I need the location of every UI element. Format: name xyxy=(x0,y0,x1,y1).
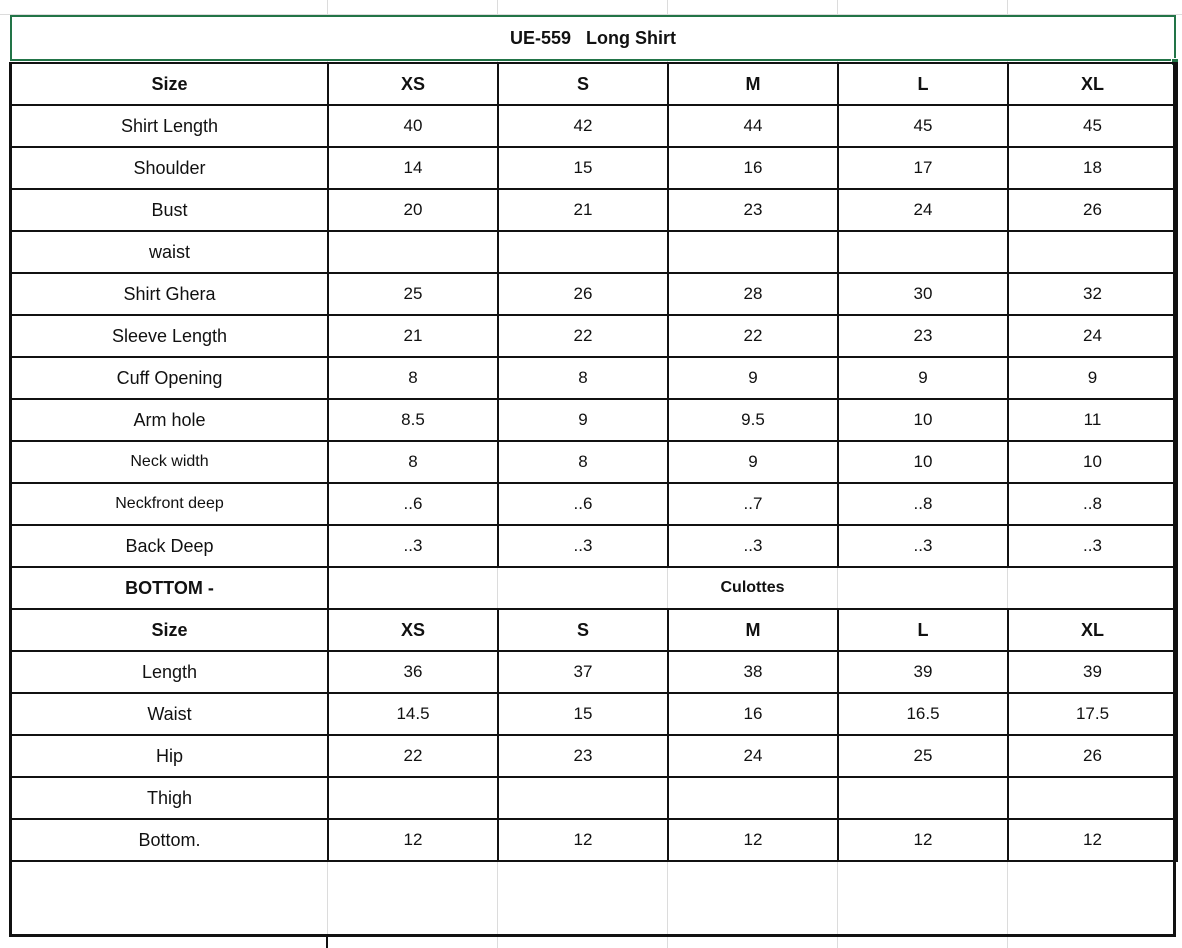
measurement-value[interactable]: 39 xyxy=(1008,651,1177,693)
measurement-value[interactable]: ..6 xyxy=(328,483,498,525)
shirt-measurement-row xyxy=(11,231,1177,273)
measurement-value[interactable]: 25 xyxy=(838,735,1008,777)
measurement-value[interactable]: 14.5 xyxy=(328,693,498,735)
measurement-value[interactable]: 8.5 xyxy=(328,399,498,441)
measurement-value[interactable]: 14 xyxy=(328,147,498,189)
measurement-value[interactable]: 12 xyxy=(498,819,668,861)
measurement-value[interactable] xyxy=(328,231,498,273)
measurement-label[interactable]: waist xyxy=(11,231,328,273)
measurement-label[interactable]: Waist xyxy=(11,693,328,735)
measurement-label[interactable]: Cuff Opening xyxy=(11,357,328,399)
size-header-cell[interactable]: S xyxy=(498,609,668,651)
measurement-value[interactable]: 42 xyxy=(498,105,668,147)
measurement-value[interactable]: 9 xyxy=(1008,357,1177,399)
measurement-value[interactable]: 39 xyxy=(838,651,1008,693)
size-header-cell[interactable]: XS xyxy=(328,63,498,105)
measurement-value[interactable]: 15 xyxy=(498,147,668,189)
shirt-size-header-row xyxy=(11,63,1177,105)
measurement-value[interactable]: 16 xyxy=(668,147,838,189)
measurement-value[interactable]: 10 xyxy=(838,399,1008,441)
measurement-label[interactable]: Shoulder xyxy=(11,147,328,189)
measurement-value[interactable]: 24 xyxy=(1008,315,1177,357)
measurement-value[interactable]: ..7 xyxy=(668,483,838,525)
measurement-value[interactable] xyxy=(1008,231,1177,273)
measurement-value[interactable] xyxy=(668,777,838,819)
measurement-value[interactable]: 12 xyxy=(1008,819,1177,861)
size-chart-table xyxy=(10,62,1178,862)
bottom-section-row xyxy=(11,567,1177,609)
measurement-value[interactable]: 24 xyxy=(668,735,838,777)
measurement-value[interactable]: 40 xyxy=(328,105,498,147)
measurement-value[interactable]: 21 xyxy=(328,315,498,357)
measurement-value[interactable] xyxy=(668,231,838,273)
measurement-value[interactable]: 45 xyxy=(1008,105,1177,147)
measurement-value[interactable] xyxy=(1008,777,1177,819)
measurement-value[interactable] xyxy=(328,777,498,819)
size-header-label[interactable]: Size xyxy=(11,609,328,651)
measurement-label[interactable]: Bust xyxy=(11,189,328,231)
bottom-measurement-row xyxy=(11,651,1177,693)
shirt-measurement-row xyxy=(11,399,1177,441)
size-header-cell[interactable]: XL xyxy=(1008,63,1177,105)
measurement-value[interactable]: 44 xyxy=(668,105,838,147)
size-header-cell[interactable]: M xyxy=(668,609,838,651)
measurement-label[interactable]: Thigh xyxy=(11,777,328,819)
measurement-value[interactable]: 18 xyxy=(1008,147,1177,189)
measurement-label[interactable]: Neck width xyxy=(11,441,328,483)
size-header-cell[interactable]: S xyxy=(498,63,668,105)
measurement-value[interactable]: ..3 xyxy=(668,525,838,567)
measurement-value[interactable]: 23 xyxy=(838,315,1008,357)
bottom-section-title[interactable]: Culottes xyxy=(328,567,1177,609)
measurement-value[interactable]: 25 xyxy=(328,273,498,315)
measurement-label[interactable]: Shirt Length xyxy=(11,105,328,147)
table-border-tail xyxy=(326,937,328,948)
measurement-label[interactable]: Arm hole xyxy=(11,399,328,441)
measurement-label[interactable]: Neckfront deep xyxy=(11,483,328,525)
shirt-measurement-row xyxy=(11,315,1177,357)
measurement-value[interactable] xyxy=(498,231,668,273)
shirt-measurement-row xyxy=(11,189,1177,231)
measurement-value[interactable]: 38 xyxy=(668,651,838,693)
measurement-value[interactable] xyxy=(838,231,1008,273)
measurement-value[interactable]: 12 xyxy=(328,819,498,861)
table-frame-bottom xyxy=(9,934,1176,937)
shirt-measurement-row xyxy=(11,357,1177,399)
size-header-cell[interactable]: XL xyxy=(1008,609,1177,651)
shirt-measurement-row xyxy=(11,441,1177,483)
measurement-value[interactable]: 26 xyxy=(1008,735,1177,777)
measurement-label[interactable]: Sleeve Length xyxy=(11,315,328,357)
measurement-value[interactable]: 12 xyxy=(668,819,838,861)
measurement-value[interactable]: 16.5 xyxy=(838,693,1008,735)
measurement-value[interactable] xyxy=(838,777,1008,819)
bottom-measurement-row xyxy=(11,735,1177,777)
size-header-cell[interactable]: XS xyxy=(328,609,498,651)
measurement-value[interactable]: 32 xyxy=(1008,273,1177,315)
measurement-value[interactable]: 12 xyxy=(838,819,1008,861)
measurement-value[interactable]: 8 xyxy=(328,357,498,399)
measurement-value[interactable]: 8 xyxy=(328,441,498,483)
measurement-value[interactable]: 30 xyxy=(838,273,1008,315)
measurement-value[interactable]: 17.5 xyxy=(1008,693,1177,735)
shirt-measurement-row xyxy=(11,483,1177,525)
measurement-value[interactable]: 45 xyxy=(838,105,1008,147)
title-cell[interactable]: UE-559 Long Shirt xyxy=(10,15,1176,61)
bottom-section-label[interactable]: BOTTOM - xyxy=(11,567,328,609)
shirt-measurement-row xyxy=(11,273,1177,315)
measurement-value[interactable]: 23 xyxy=(498,735,668,777)
measurement-value[interactable]: 11 xyxy=(1008,399,1177,441)
measurement-value[interactable]: 28 xyxy=(668,273,838,315)
measurement-value[interactable]: 36 xyxy=(328,651,498,693)
measurement-value[interactable]: ..3 xyxy=(328,525,498,567)
bottom-size-header-row xyxy=(11,609,1177,651)
measurement-value[interactable]: 26 xyxy=(1008,189,1177,231)
measurement-label[interactable]: Hip xyxy=(11,735,328,777)
measurement-value[interactable]: 9 xyxy=(498,399,668,441)
measurement-value[interactable]: ..3 xyxy=(498,525,668,567)
measurement-value[interactable]: 22 xyxy=(498,315,668,357)
measurement-value[interactable]: 9 xyxy=(668,441,838,483)
measurement-value[interactable]: 22 xyxy=(328,735,498,777)
measurement-label[interactable]: Bottom. xyxy=(11,819,328,861)
measurement-value[interactable]: ..8 xyxy=(1008,483,1177,525)
measurement-value[interactable]: ..3 xyxy=(838,525,1008,567)
bottom-measurement-row xyxy=(11,819,1177,861)
measurement-label[interactable]: Back Deep xyxy=(11,525,328,567)
measurement-value[interactable]: ..8 xyxy=(838,483,1008,525)
bottom-measurement-row xyxy=(11,777,1177,819)
size-header-label[interactable]: Size xyxy=(11,63,328,105)
shirt-measurement-row xyxy=(11,105,1177,147)
shirt-measurement-row xyxy=(11,147,1177,189)
measurement-label[interactable]: Shirt Ghera xyxy=(11,273,328,315)
measurement-value[interactable]: 26 xyxy=(498,273,668,315)
measurement-value[interactable]: 21 xyxy=(498,189,668,231)
measurement-value[interactable]: 8 xyxy=(498,357,668,399)
measurement-value[interactable]: 24 xyxy=(838,189,1008,231)
measurement-value[interactable]: 37 xyxy=(498,651,668,693)
size-header-cell[interactable]: L xyxy=(838,609,1008,651)
size-header-cell[interactable]: L xyxy=(838,63,1008,105)
table-frame-left xyxy=(9,62,12,937)
measurement-value[interactable]: 9 xyxy=(668,357,838,399)
shirt-measurement-row xyxy=(11,525,1177,567)
measurement-value[interactable]: ..6 xyxy=(498,483,668,525)
measurement-value[interactable]: 22 xyxy=(668,315,838,357)
measurement-value[interactable]: 16 xyxy=(668,693,838,735)
measurement-value[interactable]: 23 xyxy=(668,189,838,231)
measurement-value[interactable]: 17 xyxy=(838,147,1008,189)
measurement-value[interactable]: 10 xyxy=(838,441,1008,483)
measurement-value[interactable]: 8 xyxy=(498,441,668,483)
measurement-value[interactable]: 20 xyxy=(328,189,498,231)
table-frame-right xyxy=(1173,62,1176,937)
size-header-cell[interactable]: M xyxy=(668,63,838,105)
measurement-label[interactable]: Length xyxy=(11,651,328,693)
measurement-value[interactable] xyxy=(498,777,668,819)
measurement-value[interactable]: 10 xyxy=(1008,441,1177,483)
measurement-value[interactable]: 9 xyxy=(838,357,1008,399)
bottom-measurement-row xyxy=(11,693,1177,735)
measurement-value[interactable]: 15 xyxy=(498,693,668,735)
measurement-value[interactable]: 9.5 xyxy=(668,399,838,441)
measurement-value[interactable]: ..3 xyxy=(1008,525,1177,567)
